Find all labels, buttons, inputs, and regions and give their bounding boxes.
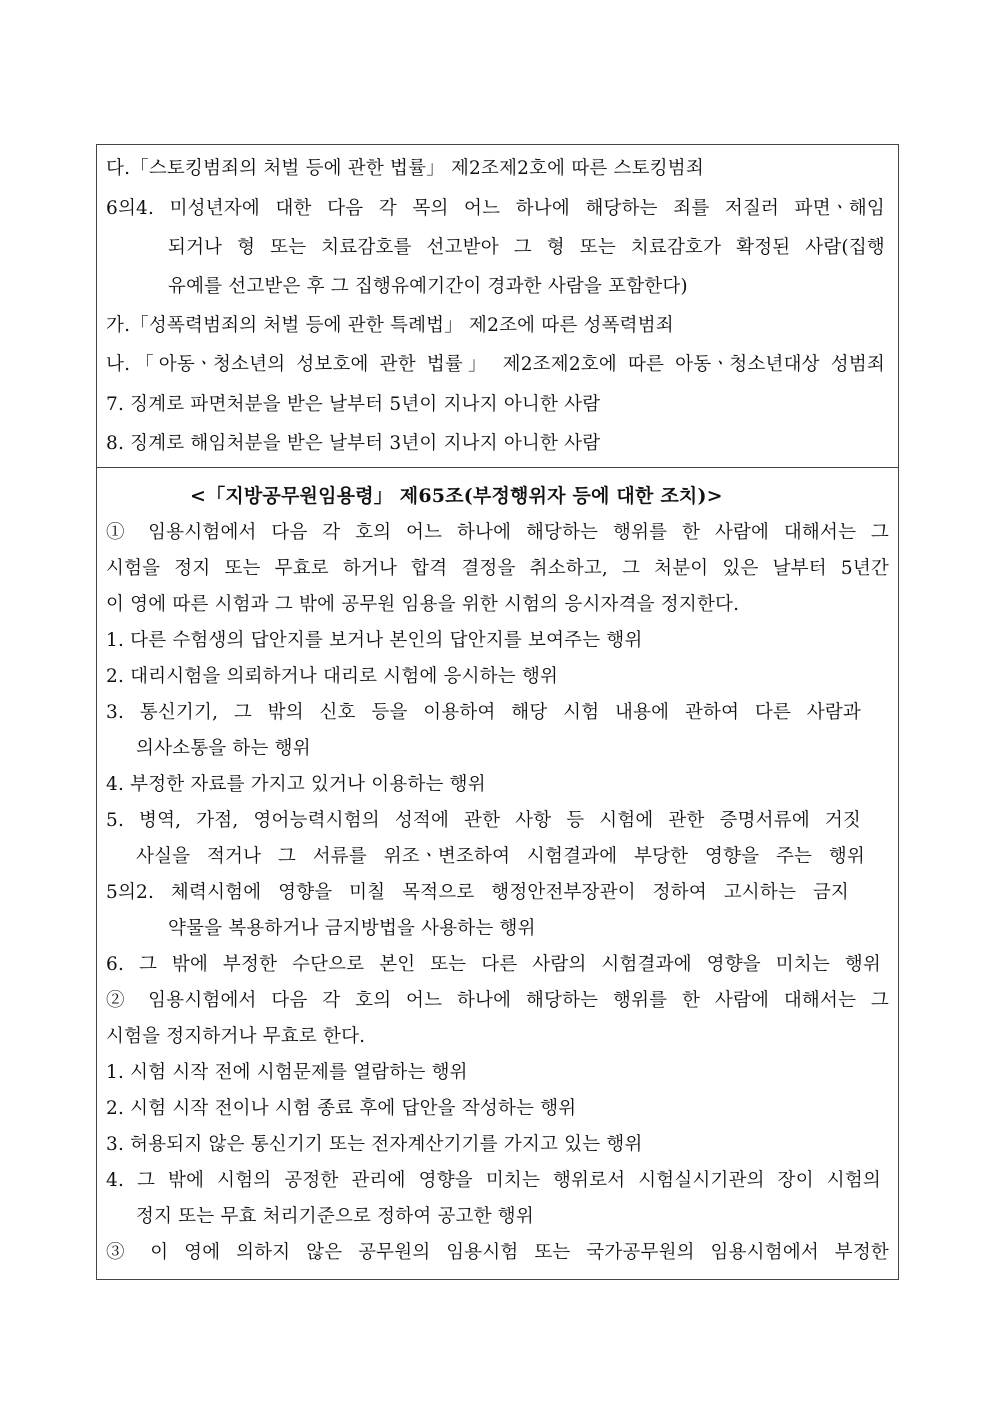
text-line: 1. 다른 수험생의 답안지를 보거나 본인의 답안지를 보여주는 행위 [106, 630, 643, 651]
text-line: 4. 부정한 자료를 가지고 있거나 이용하는 행위 [106, 774, 486, 795]
text-line: 되거나 형 또는 치료감호를 선고받아 그 형 또는 치료감호가 확정된 사람(집행 [168, 237, 885, 258]
text-line: 1. 시험 시작 전에 시험문제를 열람하는 행위 [106, 1062, 468, 1083]
text-line: 6. 그 밖에 부정한 수단으로 본인 또는 다른 사람의 시험결과에 영향을 미치는 행위 [106, 954, 881, 975]
text-line: 사실을 적거나 그 서류를 위조ㆍ변조하여 시험결과에 부당한 영향을 주는 행위 [136, 846, 865, 867]
text-line: ③ 이 영에 의하지 않은 공무원의 임용시험 또는 국가공무원의 임용시험에서 부정한 [106, 1242, 889, 1263]
text-line: 유예를 선고받은 후 그 집행유예기간이 경과한 사람을 포함한다) [168, 276, 688, 297]
text-line: 가.「성폭력범죄의 처벌 등에 관한 특례법」 제2조에 따른 성폭력범죄 [106, 315, 674, 336]
text-line: 5의2. 체력시험에 영향을 미칠 목적으로 행정안전부장관이 정하여 고시하는 금지 [106, 882, 849, 903]
text-line: 3. 허용되지 않은 통신기기 또는 전자계산기기를 가지고 있는 행위 [106, 1134, 643, 1155]
text-line: 4. 그 밖에 시험의 공정한 관리에 영향을 미치는 행위로서 시험실시기관의 장이 시험의 [106, 1170, 881, 1191]
text-line: 정지 또는 무효 처리기준으로 정하여 공고한 행위 [136, 1206, 534, 1227]
text-line: ② 임용시험에서 다음 각 호의 어느 하나에 해당하는 행위를 한 사람에 대해서는 그 [106, 990, 889, 1011]
text-line: 이 영에 따른 시험과 그 밖에 공무원 임용을 위한 시험의 응시자격을 정지한다. [106, 594, 740, 615]
text-line: 2. 대리시험을 의뢰하거나 대리로 시험에 응시하는 행위 [106, 666, 559, 687]
text-line: ① 임용시험에서 다음 각 호의 어느 하나에 해당하는 행위를 한 사람에 대해서는 그 [106, 522, 889, 543]
text-line: 시험을 정지하거나 무효로 한다. [106, 1026, 366, 1047]
text-line: 약물을 복용하거나 금지방법을 사용하는 행위 [168, 918, 536, 939]
text-line: 2. 시험 시작 전이나 시험 종료 후에 답안을 작성하는 행위 [106, 1098, 577, 1119]
section-divider [97, 467, 898, 468]
text-line: 6의4. 미성년자에 대한 다음 각 목의 어느 하나에 해당하는 죄를 저질러 파면ㆍ해임 [106, 198, 885, 219]
text-line: 8. 징계로 해임처분을 받은 날부터 3년이 지나지 아니한 사람 [106, 433, 601, 454]
text-line: 다.「스토킹범죄의 처벌 등에 관한 법률」 제2조제2호에 따른 스토킹범죄 [106, 158, 704, 179]
text-line: 7. 징계로 파면처분을 받은 날부터 5년이 지나지 아니한 사람 [106, 394, 601, 415]
text-line: 3. 통신기기, 그 밖의 신호 등을 이용하여 해당 시험 내용에 관하여 다른 사람과 [106, 702, 861, 723]
text-line: 의사소통을 하는 행위 [136, 738, 311, 759]
text-line: 나.「아동ㆍ청소년의 성보호에 관한 법률」 제2조제2호에 따른 아동ㆍ청소년대상 성범죄 [106, 354, 885, 375]
section-title: <「지방공무원임용령」 제65조(부정행위자 등에 대한 조치)> [190, 485, 723, 507]
text-line: 시험을 정지 또는 무효로 하거나 합격 결정을 취소하고, 그 처분이 있은 날부터 5년간 [106, 558, 889, 579]
text-line: 5. 병역, 가점, 영어능력시험의 성적에 관한 사항 등 시험에 관한 증명서류에 거짓 [106, 810, 861, 831]
